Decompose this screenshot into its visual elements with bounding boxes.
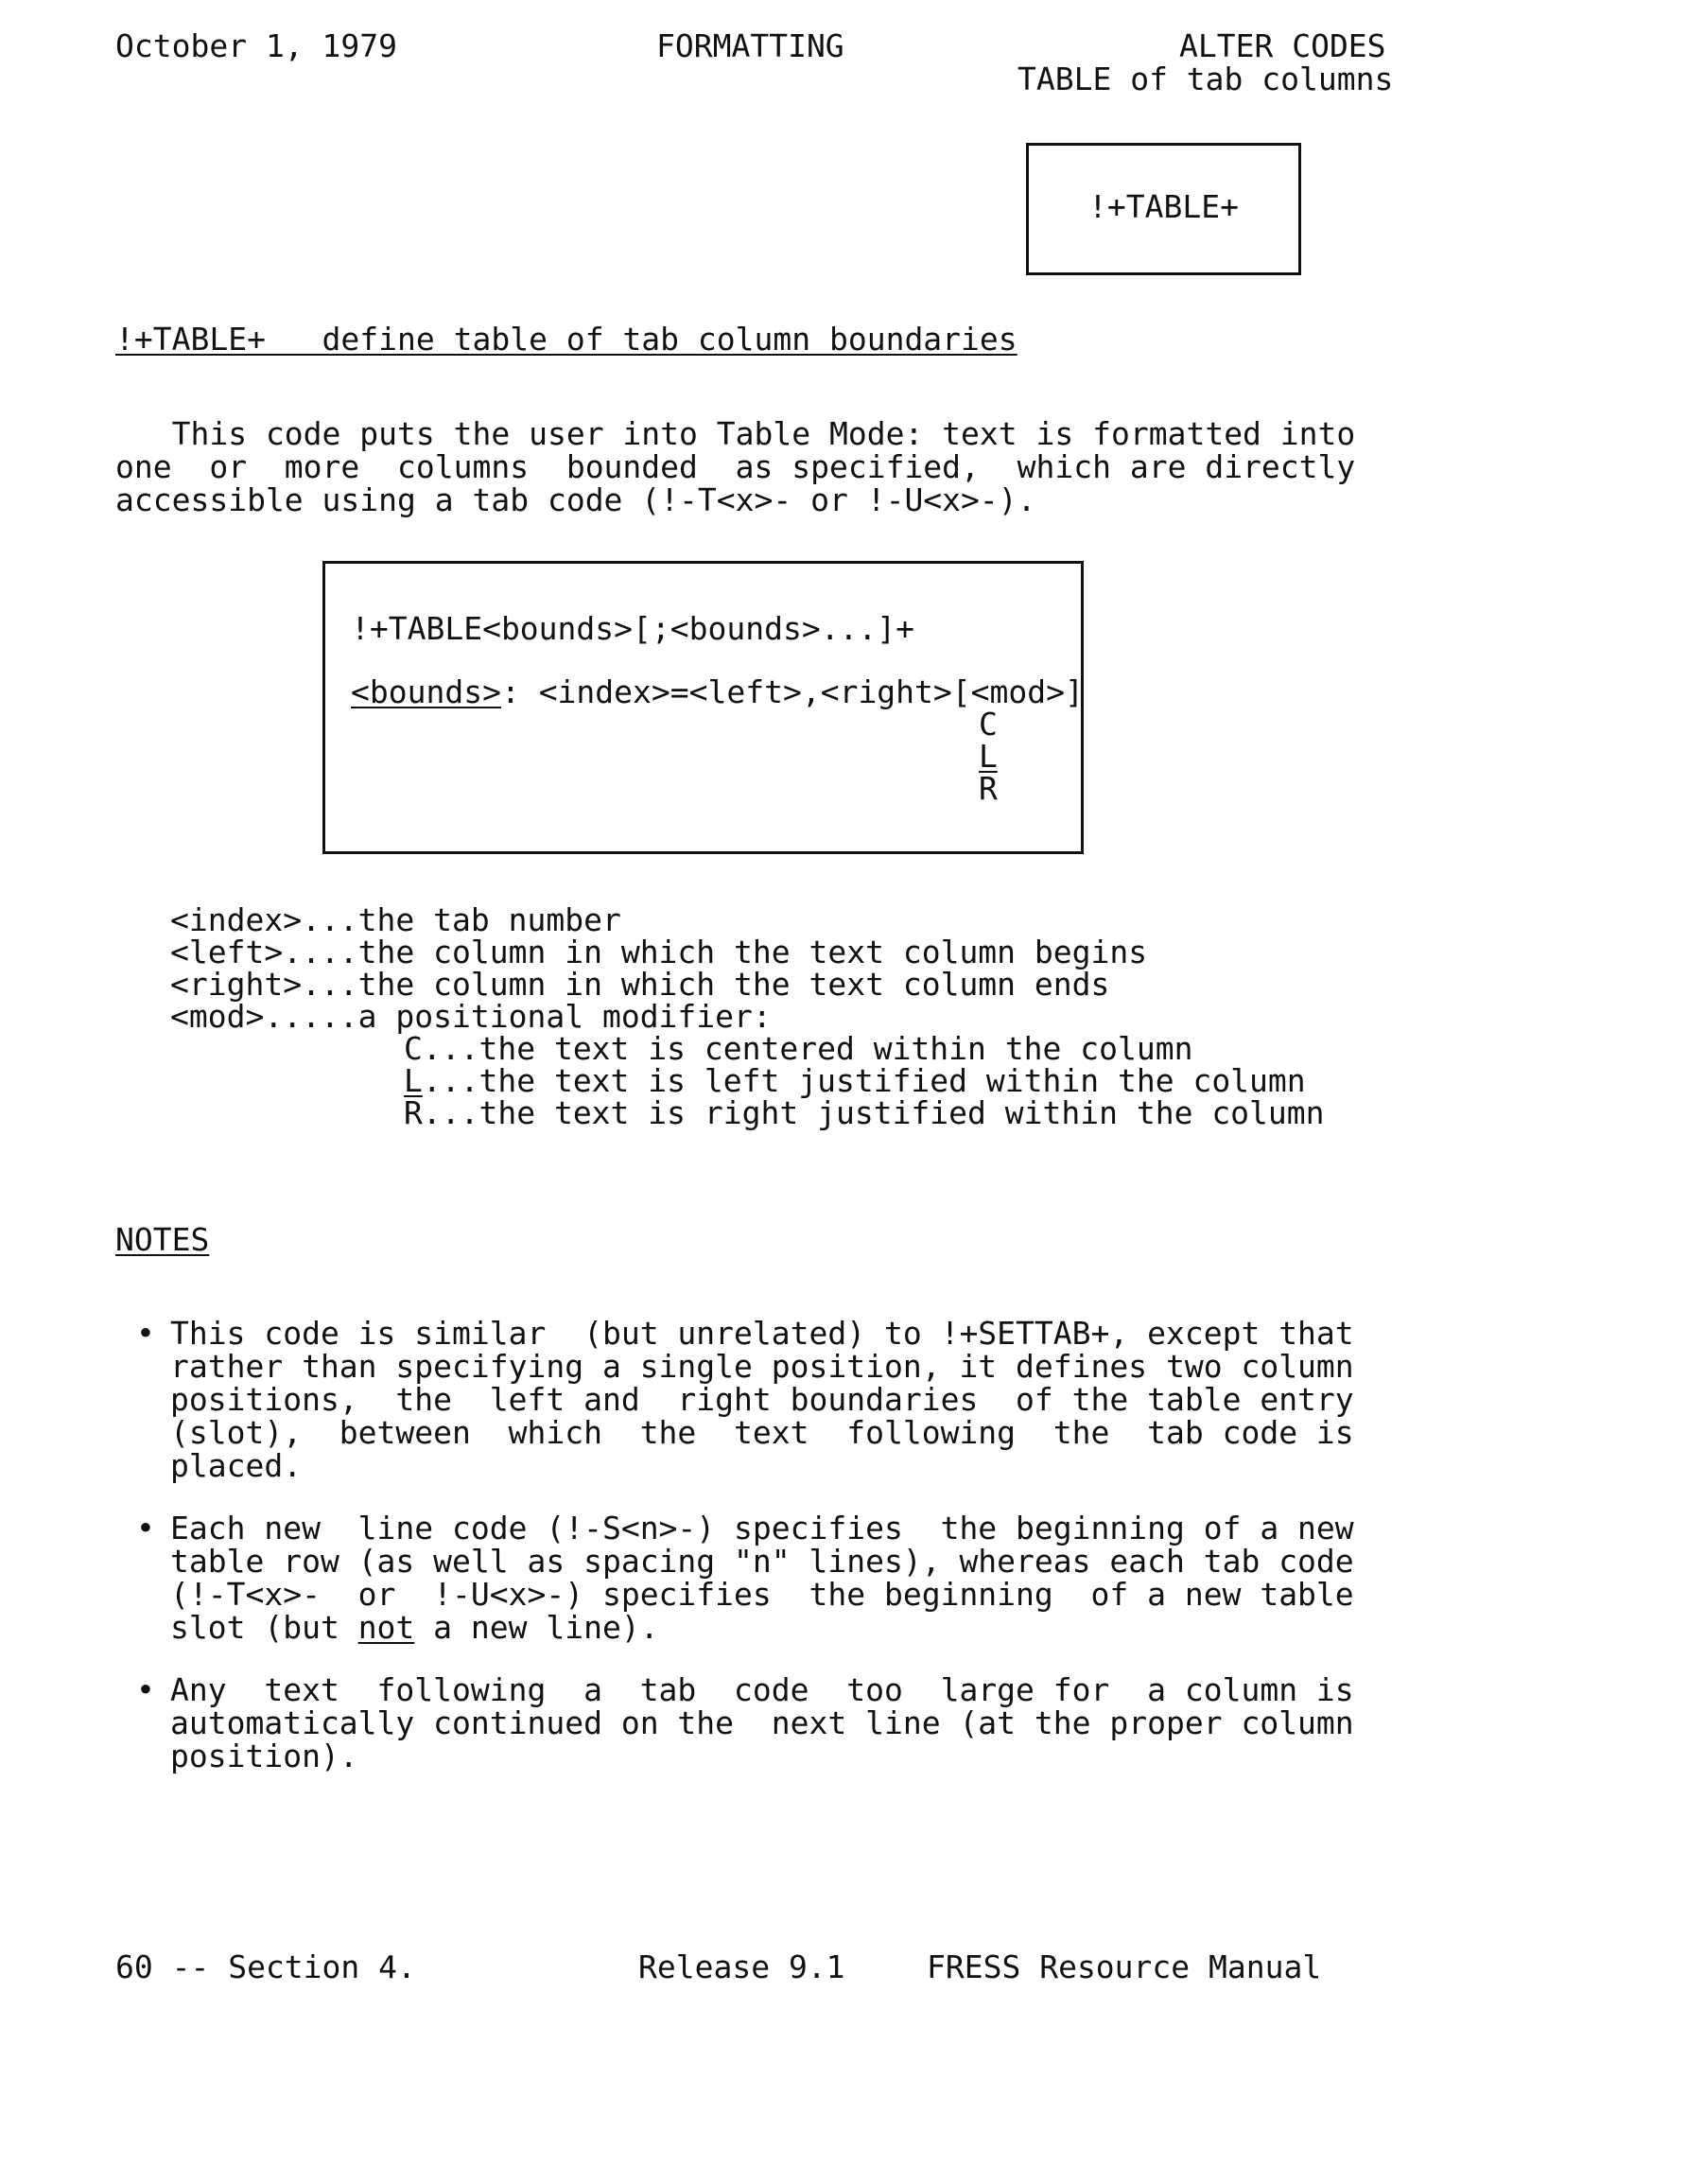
syntax-mod-c: C xyxy=(979,706,998,743)
note-1-line-4: (slot), between which the text following the tab code is xyxy=(170,1414,1354,1451)
note-3-line-2: automatically continued on the next line (at the proper column xyxy=(170,1704,1354,1741)
modifier-l-letter: L xyxy=(404,1062,423,1099)
header-category: ALTER CODES xyxy=(1179,27,1386,64)
syntax-mod-r: R xyxy=(979,770,998,807)
bounds-label: <bounds> xyxy=(351,673,501,710)
param-index: <index>...the tab number xyxy=(170,901,621,938)
footer-release: Release 9.1 xyxy=(638,1948,845,1985)
modifier-l xyxy=(404,1064,1306,1097)
note-2-line-4-post: a new line). xyxy=(414,1609,659,1646)
modifier-c xyxy=(404,1032,1192,1065)
footer-title: FRESS Resource Manual xyxy=(927,1948,1322,1985)
note-2-bullet: • xyxy=(136,1510,155,1546)
modifier-r-letter: R xyxy=(404,1094,423,1131)
section-heading: !+TABLE+ define table of tab column boundaries xyxy=(115,321,1017,358)
note-1-line-2: rather than specifying a single position, it defines two column xyxy=(170,1348,1354,1385)
note-3-bullet: • xyxy=(136,1671,155,1708)
notes-heading: NOTES xyxy=(115,1221,210,1258)
note-2-line-2: table row (as well as spacing "n" lines), whereas each tab code xyxy=(170,1543,1354,1580)
param-mod: <mod>.....a positional modifier: xyxy=(170,998,772,1035)
header-date: October 1, 1979 xyxy=(115,27,398,64)
intro-line-3: accessible using a tab code (!-T<x>- or !-U<x>-). xyxy=(115,481,1036,518)
header-subtitle: TABLE of tab columns xyxy=(1017,61,1394,97)
note-1-line-1: This code is similar (but unrelated) to !+SETTAB+, except that xyxy=(170,1315,1354,1352)
intro-line-2: one or more columns bounded as specified, which are directly xyxy=(115,448,1356,485)
code-box-label: !+TABLE+ xyxy=(1088,188,1239,225)
intro-line-1: This code puts the user into Table Mode: text is formatted into xyxy=(115,415,1356,452)
syntax-line-1: !+TABLE<bounds>[;<bounds>...]+ xyxy=(351,610,915,647)
code-box xyxy=(1026,143,1301,275)
note-2-line-4 xyxy=(170,1611,659,1644)
modifier-r xyxy=(404,1096,1325,1129)
bounds-definition: : <index>=<left>,<right>[<mod>] xyxy=(500,673,1084,710)
note-2-emphasis: not xyxy=(357,1609,415,1646)
modifier-c-letter: C xyxy=(404,1030,423,1067)
modifier-l-text: ...the text is left justified within the column xyxy=(422,1062,1306,1099)
note-2-line-4-pre: slot (but xyxy=(170,1609,358,1646)
note-1-line-3: positions, the left and right boundaries of the table entry xyxy=(170,1381,1354,1418)
note-1-bullet: • xyxy=(136,1315,155,1352)
param-right: <right>...the column in which the text column ends xyxy=(170,966,1110,1003)
header-section: FORMATTING xyxy=(656,27,844,64)
note-2-line-1: Each new line code (!-S<n>-) specifies the beginning of a new xyxy=(170,1510,1354,1546)
syntax-line-2 xyxy=(351,675,1084,708)
modifier-r-text: ...the text is right justified within the column xyxy=(422,1094,1325,1131)
footer-page: 60 -- Section 4. xyxy=(115,1948,416,1985)
modifier-c-text: ...the text is centered within the column xyxy=(422,1030,1193,1067)
syntax-mod-l: L xyxy=(979,738,998,775)
note-2-line-3: (!-T<x>- or !-U<x>-) specifies the beginning of a new table xyxy=(170,1576,1354,1613)
note-1-line-5: placed. xyxy=(170,1447,303,1484)
note-3-line-3: position). xyxy=(170,1738,358,1774)
param-left: <left>....the column in which the text column begins xyxy=(170,934,1148,970)
note-3-line-1: Any text following a tab code too large for a column is xyxy=(170,1671,1354,1708)
